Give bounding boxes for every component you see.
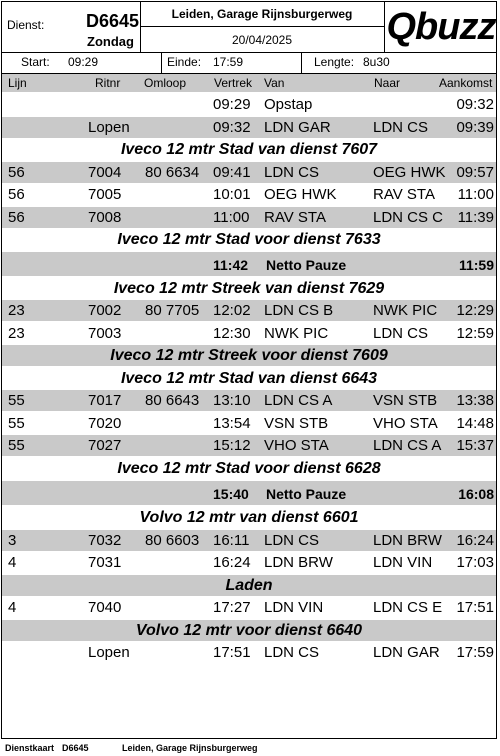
section-row: Iveco 12 mtr Stad van dienst 6643 xyxy=(120,370,378,387)
cell-ritnr: 7005 xyxy=(88,186,122,203)
cell-lijn: 3 xyxy=(8,532,17,549)
section-row: Volvo 12 mtr van dienst 6601 xyxy=(139,509,359,526)
cell-aankomst: 17:03 xyxy=(456,554,494,571)
cell-van: NWK PIC xyxy=(264,325,329,342)
cell-aankomst: 11:39 xyxy=(457,209,494,226)
cell-aankomst: 16:24 xyxy=(456,532,494,549)
section-row: Iveco 12 mtr Stad voor dienst 6628 xyxy=(117,460,381,477)
dienst-number: D6645 xyxy=(86,11,140,31)
cell-vertrek: 11:00 xyxy=(213,209,250,226)
length-label: Lengte: xyxy=(314,55,355,69)
cell-omloop: 80 6634 xyxy=(145,164,200,181)
col-aankomst: Aankomst xyxy=(439,76,493,90)
cell-naar: VSN STB xyxy=(373,392,438,409)
cell-naar: LDN GAR xyxy=(373,644,440,661)
cell-van: LDN CS B xyxy=(264,302,334,319)
cell-vertrek: 12:02 xyxy=(213,302,251,319)
cell-vertrek: 17:27 xyxy=(213,599,251,616)
cell-omloop: 80 7705 xyxy=(145,302,200,319)
cell-naar: LDN CS xyxy=(373,119,429,136)
service-date: 20/04/2025 xyxy=(231,33,293,47)
cell-aankomst: 09:32 xyxy=(456,96,494,113)
trip-row xyxy=(2,642,496,663)
trip-row xyxy=(2,162,496,183)
garage-date-block xyxy=(140,2,385,52)
column-header-row xyxy=(2,74,496,92)
cell-aankomst: 13:38 xyxy=(456,392,494,409)
cell-aankomst: 12:29 xyxy=(456,302,494,319)
cell-vertrek: 15:12 xyxy=(213,437,251,454)
cell-lijn: 56 xyxy=(8,164,25,181)
cell-vertrek: 09:29 xyxy=(213,96,251,113)
col-lijn: Lijn xyxy=(8,76,27,90)
cell-van: VSN STB xyxy=(264,415,329,432)
dienst-label: Dienst: xyxy=(7,18,45,32)
cell-aankomst: 14:48 xyxy=(456,415,494,432)
cell-vertrek: 13:54 xyxy=(213,415,251,432)
dienst-day: Zondag xyxy=(87,34,134,49)
trip-row xyxy=(2,300,496,321)
cell-aankomst: 15:37 xyxy=(456,437,494,454)
cell-ritnr: 7031 xyxy=(88,554,122,571)
cell-van: Netto Pauze xyxy=(266,486,347,502)
trip-row xyxy=(2,530,496,551)
col-omloop: Omloop xyxy=(144,76,187,90)
cell-naar: OEG HWK xyxy=(373,164,446,181)
trip-row xyxy=(2,184,496,205)
cell-naar: RAV STA xyxy=(373,186,435,203)
duty-card xyxy=(1,1,497,739)
cell-naar: LDN CS A xyxy=(373,437,442,454)
trip-row xyxy=(2,94,496,115)
cell-naar: LDN CS E xyxy=(373,599,443,616)
section-row: Iveco 12 mtr Streek voor dienst 7609 xyxy=(2,345,496,366)
cell-naar: NWK PIC xyxy=(373,302,438,319)
cell-van: LDN GAR xyxy=(264,119,331,136)
start-label: Start: xyxy=(21,55,50,69)
length-value: 8u30 xyxy=(363,55,390,69)
cell-van: LDN BRW xyxy=(264,554,333,571)
cell-lijn: 55 xyxy=(8,437,25,454)
cell-naar: LDN VIN xyxy=(373,554,433,571)
cell-vertrek: 10:01 xyxy=(213,186,251,203)
start-time: 09:29 xyxy=(68,55,99,69)
cell-naar: VHO STA xyxy=(373,415,438,432)
cell-lijn: 23 xyxy=(8,325,25,342)
trip-row xyxy=(2,597,496,618)
cell-van: OEG HWK xyxy=(264,186,337,203)
col-ritnr: Ritnr xyxy=(95,76,121,90)
cell-naar: LDN CS C xyxy=(373,209,444,226)
cell-vertrek: 09:41 xyxy=(213,164,251,181)
header-top xyxy=(2,2,496,53)
qbuzz-logo: Qbuzz xyxy=(386,6,496,48)
cell-ritnr: 7017 xyxy=(88,392,122,409)
section-row: Iveco 12 mtr Stad van dienst 7607 xyxy=(120,141,378,158)
cell-lijn: 4 xyxy=(8,554,17,571)
cell-omloop: 80 6643 xyxy=(145,392,200,409)
cell-ritnr: 7003 xyxy=(88,325,122,342)
cell-lijn: 56 xyxy=(8,209,25,226)
trip-row xyxy=(2,390,496,411)
cell-aankomst: 11:00 xyxy=(457,186,494,203)
cell-van: VHO STA xyxy=(264,437,329,454)
section-row: Iveco 12 mtr Streek van dienst 7629 xyxy=(113,280,385,297)
cell-aankomst: 09:39 xyxy=(456,119,494,136)
cell-van: LDN VIN xyxy=(264,599,324,616)
cell-lijn: 23 xyxy=(8,302,25,319)
trip-row xyxy=(2,413,496,434)
cell-vertrek: 13:10 xyxy=(213,392,251,409)
cell-ritnr: 7040 xyxy=(88,599,122,616)
cell-aankomst: 11:59 xyxy=(458,257,494,273)
cell-lijn: 55 xyxy=(8,415,25,432)
cell-vertrek: 11:42 xyxy=(213,257,249,273)
cell-omloop: 80 6603 xyxy=(145,532,200,549)
cell-ritnr: Lopen xyxy=(88,644,130,661)
cell-aankomst: 17:59 xyxy=(456,644,494,661)
cell-lijn: 4 xyxy=(8,599,17,616)
cell-van: Netto Pauze xyxy=(266,257,347,273)
cell-ritnr: 7008 xyxy=(88,209,122,226)
cell-vertrek: 16:11 xyxy=(213,532,250,549)
cell-lijn: 55 xyxy=(8,392,25,409)
section-row: Volvo 12 mtr voor dienst 6640 xyxy=(2,620,496,641)
cell-aankomst: 17:51 xyxy=(456,599,494,616)
footer-garage: Leiden, Garage Rijnsburgerweg xyxy=(122,743,258,753)
cell-vertrek: 09:32 xyxy=(213,119,251,136)
cell-ritnr: 7027 xyxy=(88,437,122,454)
cell-ritnr: 7020 xyxy=(88,415,122,432)
end-time: 17:59 xyxy=(213,55,244,69)
trip-row xyxy=(2,207,496,228)
trip-row xyxy=(2,552,496,573)
col-vertrek: Vertrek xyxy=(214,76,253,90)
cell-aankomst: 12:59 xyxy=(456,325,494,342)
trip-row xyxy=(2,117,496,138)
cell-aankomst: 16:08 xyxy=(458,486,494,502)
footer-dienst-number: D6645 xyxy=(62,743,89,753)
cell-van: LDN CS xyxy=(264,532,320,549)
cell-naar: LDN CS xyxy=(373,325,429,342)
trip-row xyxy=(2,435,496,456)
cell-van: LDN CS A xyxy=(264,392,333,409)
pause-row xyxy=(2,481,496,505)
cell-ritnr: 7032 xyxy=(88,532,122,549)
cell-van: RAV STA xyxy=(264,209,326,226)
section-row: Iveco 12 mtr Stad voor dienst 7633 xyxy=(117,231,381,248)
pause-row xyxy=(2,252,496,276)
cell-vertrek: 15:40 xyxy=(213,486,249,502)
trip-row xyxy=(2,323,496,344)
cell-van: LDN CS xyxy=(264,644,320,661)
garage-name: Leiden, Garage Rijnsburgerweg xyxy=(140,2,384,27)
cell-van: LDN CS xyxy=(264,164,320,181)
col-naar: Naar xyxy=(374,76,401,90)
cell-vertrek: 17:51 xyxy=(213,644,251,661)
cell-van: Opstap xyxy=(264,96,313,113)
times-bar xyxy=(2,52,496,74)
cell-vertrek: 16:24 xyxy=(213,554,251,571)
cell-naar: LDN BRW xyxy=(373,532,442,549)
cell-ritnr: 7004 xyxy=(88,164,122,181)
section-row: Laden xyxy=(2,575,496,596)
footer-label: Dienstkaart xyxy=(5,743,55,753)
cell-ritnr: 7002 xyxy=(88,302,122,319)
cell-ritnr: Lopen xyxy=(88,119,130,136)
dienst-block xyxy=(2,2,141,52)
cell-vertrek: 12:30 xyxy=(213,325,251,342)
cell-lijn: 56 xyxy=(8,186,25,203)
col-van: Van xyxy=(264,76,285,90)
cell-aankomst: 09:57 xyxy=(456,164,494,181)
end-label: Einde: xyxy=(167,55,202,69)
